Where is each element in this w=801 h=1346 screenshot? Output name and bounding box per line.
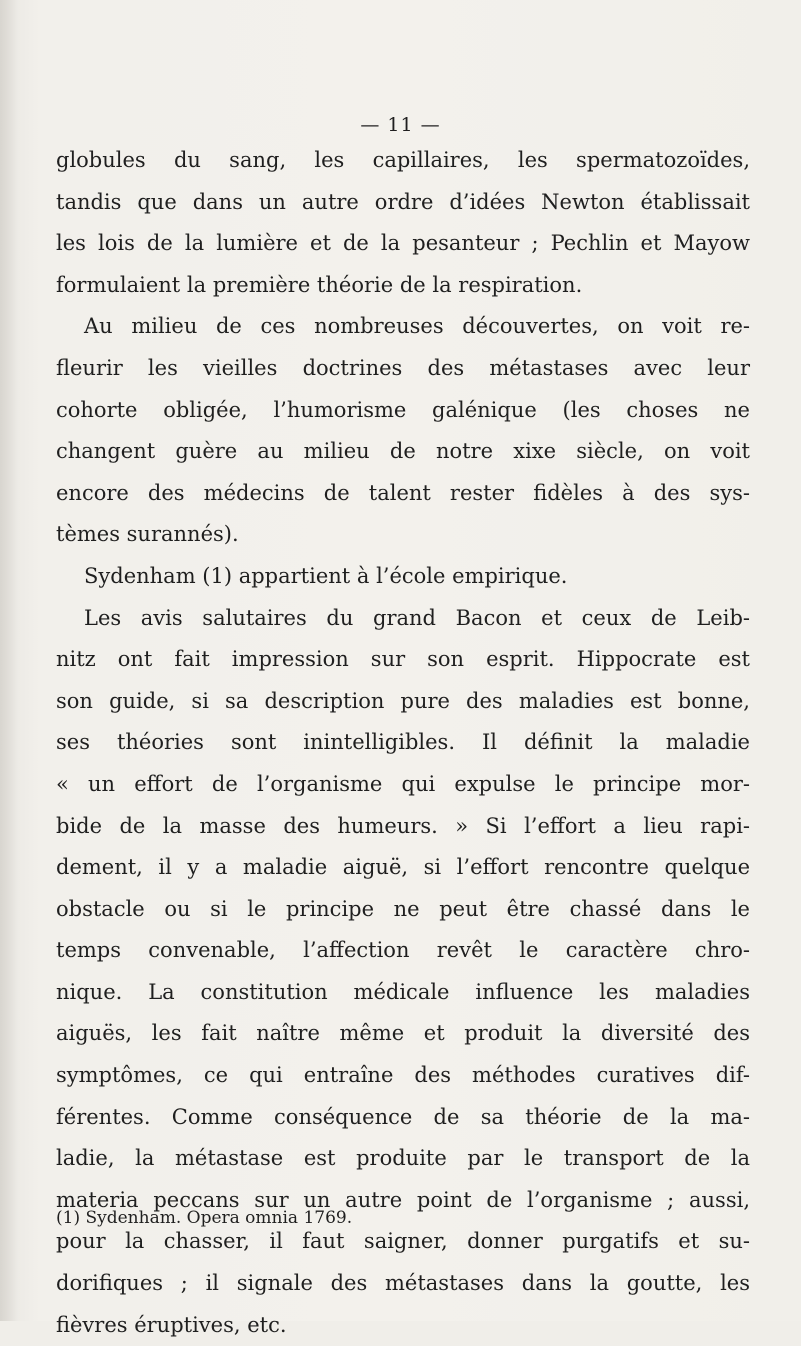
text-line: fleurir les vieilles doctrines des métastases avec leur (56, 355, 750, 380)
text-line: dorifiques ; il signale des métastases dans la goutte, les (56, 1271, 750, 1296)
text-line: obstacle ou si le principe ne peut être chassé dans le (56, 896, 750, 921)
text-line: nitz ont fait impression sur son esprit. Hippocrate est (56, 647, 750, 672)
text-line: Les avis salutaires du grand Bacon et ceux de Leib- (84, 605, 750, 630)
text-line: materia peccans sur un autre point de l’organisme ; aussi, (56, 1187, 750, 1212)
text-line: formulaient la première théorie de la respiration. (56, 272, 583, 297)
footnote: (1) Sydenham. Opera omnia 1769. (56, 1208, 353, 1228)
text-line: Sydenham (1) appartient à l’école empirique. (84, 563, 568, 588)
text-line: « un effort de l’organisme qui expulse le principe mor- (56, 771, 750, 796)
body-text (56, 140, 750, 1346)
text-line: tèmes surannés). (56, 522, 239, 547)
text-line: symptômes, ce qui entraîne des méthodes curatives dif- (56, 1063, 750, 1088)
page-number: — 11 — (360, 114, 441, 136)
text-line: bide de la masse des humeurs. » Si l’effort a lieu rapi- (56, 813, 750, 838)
text-line: pour la chasser, il faut saigner, donner purgatifs et su- (56, 1229, 750, 1254)
text-line: son guide, si sa description pure des maladies est bonne, (56, 688, 750, 713)
text-line: temps convenable, l’affection revêt le caractère chro- (56, 938, 750, 963)
text-line: nique. La constitution médicale influence les maladies (56, 979, 750, 1004)
text-line: les lois de la lumière et de la pesanteur ; Pechlin et Mayow (56, 231, 750, 256)
text-line: ses théories sont inintelligibles. Il définit la maladie (56, 730, 750, 755)
text-line: fièvres éruptives, etc. (56, 1312, 287, 1337)
gutter-shadow (0, 0, 18, 1321)
text-line: cohorte obligée, l’humorisme galénique (les choses ne (56, 397, 750, 422)
text-line: dement, il y a maladie aiguë, si l’effort rencontre quelque (56, 855, 750, 880)
text-line: Au milieu de ces nombreuses découvertes, on voit re- (84, 314, 750, 339)
text-line: globules du sang, les capillaires, les spermatozoïdes, (56, 148, 750, 172)
text-line: ladie, la métastase est produite par le transport de la (56, 1146, 750, 1171)
text-line: tandis que dans un autre ordre d’idées Newton établissait (56, 189, 750, 214)
text-line: changent guère au milieu de notre xixe siècle, on voit (56, 439, 750, 464)
text-line: encore des médecins de talent rester fidèles à des sys- (56, 480, 750, 505)
text-line: férentes. Comme conséquence de sa théorie de la ma- (56, 1104, 750, 1129)
text-line: aiguës, les fait naître même et produit la diversité des (56, 1021, 750, 1046)
